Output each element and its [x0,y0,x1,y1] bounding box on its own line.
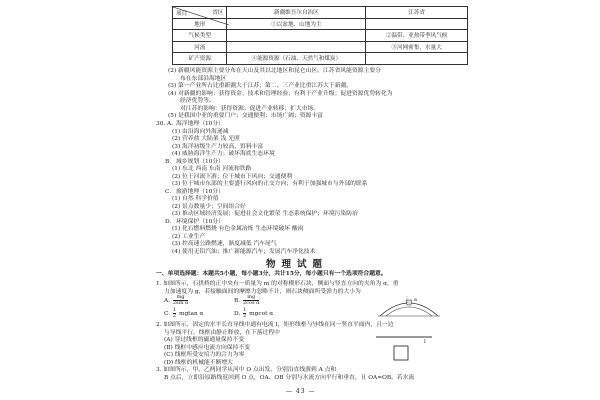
cell [366,18,468,30]
cell [227,41,366,53]
q1-stem: 力加速度为 g，若接触面间的摩擦力忽略不计，则石块侧面所受弹力的大小为 [164,288,361,295]
q30-line: (1) 自然 科学价值 [172,196,219,202]
q30-line: (3) 位于城市东部的主要盛行风向的正交方向；有利于加强城市与外部的联系 [172,181,368,187]
stone-arch-bridge-figure [378,294,440,318]
q3-stem: B 点后，立即沿原路线返回到 O 点，OA、OB 分别与水流方向平行和垂直，且 OA=OB。若水流 [164,374,415,381]
header-col-label: 项目 [176,10,188,17]
current-label: I [424,340,426,345]
q2-option-d: (D) 线框的机械能不断增大 [164,359,233,366]
q30-line: (1) 东北 西南 东南 河流和铁路 [172,166,252,172]
q1-option-a: A. $\frac{mg}{\text{2sin α}}$ [164,294,189,306]
q30-line: 旅游地理（10分） [176,188,224,195]
q30-line: (3) 海洋初级生产力较高，饵料丰富 [172,143,264,150]
geo-line: 经济优势等。 [180,98,215,104]
q30-line: (3) 控高速公路燃速，渐度减低 汽车尾气 [172,241,277,247]
page-number: — 43 — [286,388,316,395]
q30-line: (3) 推动区域经济发展；促进社会文化繁荣 生态系统保护；环境污染防治 [172,211,358,217]
geo-line: 布在东部沿海地区 [180,75,227,82]
cell [227,30,366,42]
col2-title: 江苏省 [366,7,468,19]
q30-sub-letter: B． [165,158,176,165]
cell: ③河网密集，水量大 [366,41,468,53]
row-label: 河流 [173,41,227,53]
header-row-label: 省区 [212,10,224,16]
row-label: 矿产资源 [173,53,227,65]
cell: ④能源资源（石油、天然气和煤炭） [227,53,366,65]
q30-line: (2) 景点数量少；空间组合好 [172,203,246,210]
geo-line: (2) 新疆风能资源主要分布在天山及其以北地区和昆仑山区。江苏省风能资源主要分 [168,68,381,74]
q30-line: 城乡规划（10分） [176,158,224,165]
q30-line: (2) 工业生产 [172,233,206,240]
cell: ②温带、亚热带季风气候 [366,30,468,42]
q2-option-c: (C) 线框所受安培力的合力为零 [164,352,245,358]
cell: ①以盆地、山地为主 [227,18,366,30]
row-label: 气候类型 [173,30,227,42]
q2-option-a: (A) 穿过线框的磁通量保持不变 [164,337,245,343]
col1-title: 新疆维吾尔自治区 [227,7,366,19]
q1-option-c: C. $\frac{1}{2}$ mgtan α [164,307,204,319]
q30-line: (1) 由沿海向外海递减 [172,128,229,135]
wire-and-frame-figure [374,334,434,364]
table-corner-cell [173,7,227,19]
physics-title: 物理试题 [266,259,329,270]
q30-sub-letter: C． [165,188,176,195]
geo-line: (3) 第一产业所占比重新疆大于江苏；第二、三产业比重江苏大于新疆。 [168,83,352,89]
q30-line: 环境保护（10分） [176,218,224,225]
q1-option-b: B. $\frac{mg}{\text{2cos α}}$ [234,294,260,306]
q2-option-b: (B) 线框中感应电流方向保持不变 [164,344,250,351]
angle-label: α [414,298,418,303]
geo-line: 对江苏的影响：获得资源；促进产业转移；扩大市场。 [180,105,320,112]
q30-line: (2) 位于河流下游；位于城市下风向；交通便利 [172,173,293,180]
q1-stem: 1. 如图所示，石拱桥的正中央有一质量为 m 的对称楔形石块，侧面与竖直方向的夹角为 α，重 [156,281,399,287]
q3-stem: 3. 如图所示，甲、乙两同学从河中 O 点出发，分别沿直线游到 A 点和 [156,367,337,373]
q2-stem: 2. 如图所示，固定的水平长直导线中通有电流 I，矩形线框与导线在同一竖直平面内，且一边 [156,322,394,328]
q30-line: 海洋地理（10分） [176,121,224,127]
q30-line: (1) 化石燃料燃烧 有色金属冶炼 生态环境破坏 酸雨 [172,226,304,232]
row-label: 地形 [173,18,227,30]
q2-stem: 与导线平行，线框由静止释放，在下落过程中 [164,329,280,336]
q30-sub-letter: D． [165,218,176,225]
cell [366,53,468,65]
province-comparison-table [172,6,468,65]
table-row [173,41,468,53]
geo-line: (4) 对新疆的影响：获得资金、技术和管理经验；有利于产业升级；促进资源优势转化为 [168,90,393,97]
q30-line: (2) 营养盐 大陆架 浅 光照 [172,136,240,142]
q30-number: 30. A． [156,121,178,127]
q1-option-d: D. $\frac{1}{2}$ mgcot α [234,307,274,319]
geo-line: (5) 是我国中亚的重要门户；交通便利；市场广阔；资源丰富 [168,113,323,119]
q30-line: (4) 威胁海洋生产力；破坏海底生态环境 [172,151,275,157]
section-heading: 一、单项选择题：本题共5小题，每小题3分，共计15分，每小题只有一个选项符合题意。 [156,271,387,277]
table-row [173,30,468,42]
q30-line: (4) 使用无铅汽油；推广新能源汽车；发展汽车净化技术 [172,248,316,255]
table-row [173,53,468,65]
